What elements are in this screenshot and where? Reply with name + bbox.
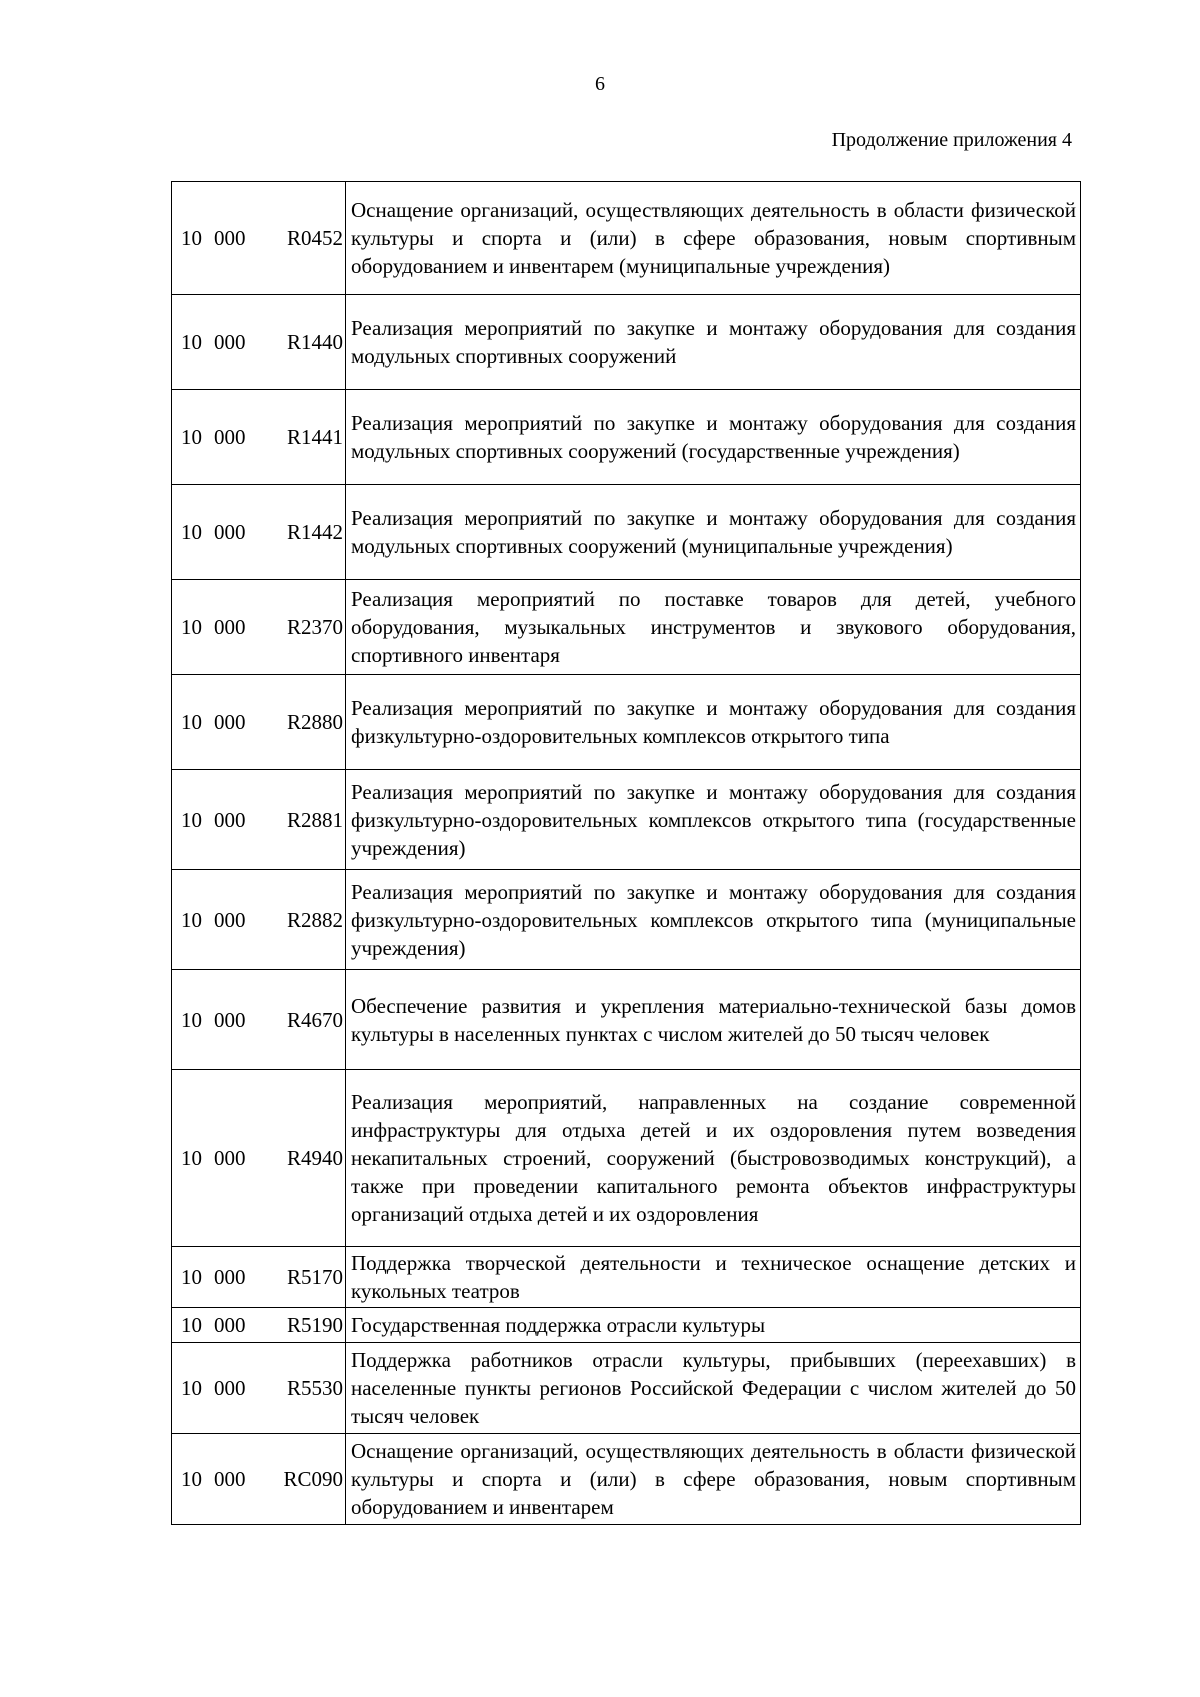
code-part1: 10 — [181, 226, 202, 250]
code-cell — [172, 1343, 346, 1434]
code-part1: 10 — [181, 520, 202, 544]
code-part1: 10 — [181, 1265, 202, 1289]
code-cell — [172, 1247, 346, 1308]
table-row — [172, 1247, 1081, 1308]
code-cell — [172, 675, 346, 770]
code-part3: R2882 — [286, 907, 343, 932]
code-cell — [172, 580, 346, 675]
code-part3: R2881 — [286, 807, 343, 832]
code-part2: 000 — [214, 1146, 246, 1170]
code-part1: 10 — [181, 807, 202, 832]
code-part1: 10 — [181, 1146, 202, 1170]
table-row — [172, 295, 1081, 390]
code-part2: 000 — [214, 425, 246, 449]
table-row — [172, 870, 1081, 970]
description-cell: Реализация мероприятий, направленных на создание современной инфраструктуры для отдыха детей и их оздоровления путем возведения некапитальных строений, сооружений (быстровозводимых конструкций), а также при проведении капитального ремонта объектов инфраструктуры организаций отдыха детей и их оздоровления — [346, 1070, 1081, 1247]
code-part3: R1442 — [286, 520, 343, 544]
table-row — [172, 675, 1081, 770]
description-cell: Государственная поддержка отрасли культуры — [346, 1308, 1081, 1343]
code-part2: 000 — [214, 807, 246, 832]
table-row — [172, 1308, 1081, 1343]
description-cell: Поддержка работников отрасли культуры, прибывших (переехавших) в населенные пункты регионов Российской Федерации с числом жителей до 50 тысяч человек — [346, 1343, 1081, 1434]
description-cell: Реализация мероприятий по закупке и монтажу оборудования для создания модульных спортивных сооружений (муниципальные учреждения) — [346, 485, 1081, 580]
code-cell — [172, 295, 346, 390]
code-cell — [172, 770, 346, 870]
code-part3: R2370 — [286, 615, 343, 639]
continuation-label: Продолжение приложения 4 — [831, 129, 1072, 151]
code-cell — [172, 970, 346, 1070]
description-cell: Оснащение организаций, осуществляющих деятельность в области физической культуры и спорта и (или) в сфере образования, новым спортивным оборудованием и инвентарем (муниципальные учреждения) — [346, 182, 1081, 295]
code-part2: 000 — [214, 1007, 246, 1032]
table-row — [172, 485, 1081, 580]
code-part3: R5170 — [286, 1265, 343, 1289]
code-cell — [172, 182, 346, 295]
code-part2: 000 — [214, 1376, 246, 1400]
code-part1: 10 — [181, 425, 202, 449]
code-part1: 10 — [181, 615, 202, 639]
code-part1: 10 — [181, 907, 202, 932]
description-cell: Реализация мероприятий по закупке и монтажу оборудования для создания модульных спортивных сооружений — [346, 295, 1081, 390]
code-part3: R4940 — [286, 1146, 343, 1170]
code-part1: 10 — [181, 1376, 202, 1400]
page-number: 6 — [595, 73, 605, 95]
code-part1: 10 — [181, 1007, 202, 1032]
table-row — [172, 1434, 1081, 1525]
code-cell — [172, 1308, 346, 1343]
code-part2: 000 — [214, 1313, 246, 1337]
code-part3: R5190 — [286, 1313, 343, 1337]
description-cell: Реализация мероприятий по закупке и монтажу оборудования для создания модульных спортивных сооружений (государственные учреждения) — [346, 390, 1081, 485]
code-part2: 000 — [214, 330, 246, 354]
description-cell: Оснащение организаций, осуществляющих деятельность в области физической культуры и спорта и (или) в сфере образования, новым спортивным оборудованием и инвентарем — [346, 1434, 1081, 1525]
code-cell — [172, 390, 346, 485]
code-part2: 000 — [214, 907, 246, 932]
table-row — [172, 1343, 1081, 1434]
code-part1: 10 — [181, 710, 202, 734]
code-part3: R1441 — [286, 425, 343, 449]
code-cell — [172, 485, 346, 580]
description-cell: Обеспечение развития и укрепления материально-технической базы домов культуры в населенных пунктах с числом жителей до 50 тысяч человек — [346, 970, 1081, 1070]
description-cell: Реализация мероприятий по закупке и монтажу оборудования для создания физкультурно-оздоровительных комплексов открытого типа (муниципальные учреждения) — [346, 870, 1081, 970]
code-cell — [172, 1070, 346, 1247]
table-row — [172, 182, 1081, 295]
code-part3: RC090 — [283, 1467, 343, 1491]
code-part3: R4670 — [286, 1007, 343, 1032]
table-row — [172, 580, 1081, 675]
code-part2: 000 — [214, 520, 246, 544]
code-part3: R1440 — [286, 330, 343, 354]
code-cell — [172, 870, 346, 970]
description-cell: Реализация мероприятий по поставке товаров для детей, учебного оборудования, музыкальных инструментов и звукового оборудования, спортивного инвентаря — [346, 580, 1081, 675]
description-cell: Поддержка творческой деятельности и техническое оснащение детских и кукольных театров — [346, 1247, 1081, 1308]
code-part2: 000 — [214, 1265, 246, 1289]
budget-code-table — [171, 181, 1081, 1525]
table-row — [172, 390, 1081, 485]
code-part3: R5530 — [286, 1376, 343, 1400]
table-row — [172, 1070, 1081, 1247]
code-part3: R0452 — [286, 226, 343, 250]
description-cell: Реализация мероприятий по закупке и монтажу оборудования для создания физкультурно-оздоровительных комплексов открытого типа — [346, 675, 1081, 770]
code-cell — [172, 1434, 346, 1525]
code-part1: 10 — [181, 1313, 202, 1337]
table-row — [172, 770, 1081, 870]
code-part1: 10 — [181, 330, 202, 354]
code-part2: 000 — [214, 615, 246, 639]
code-part1: 10 — [181, 1467, 202, 1491]
code-part2: 000 — [214, 1467, 246, 1491]
code-part2: 000 — [214, 710, 246, 734]
code-part2: 000 — [214, 226, 246, 250]
table-row — [172, 970, 1081, 1070]
description-cell: Реализация мероприятий по закупке и монтажу оборудования для создания физкультурно-оздоровительных комплексов открытого типа (государственные учреждения) — [346, 770, 1081, 870]
code-part3: R2880 — [286, 710, 343, 734]
